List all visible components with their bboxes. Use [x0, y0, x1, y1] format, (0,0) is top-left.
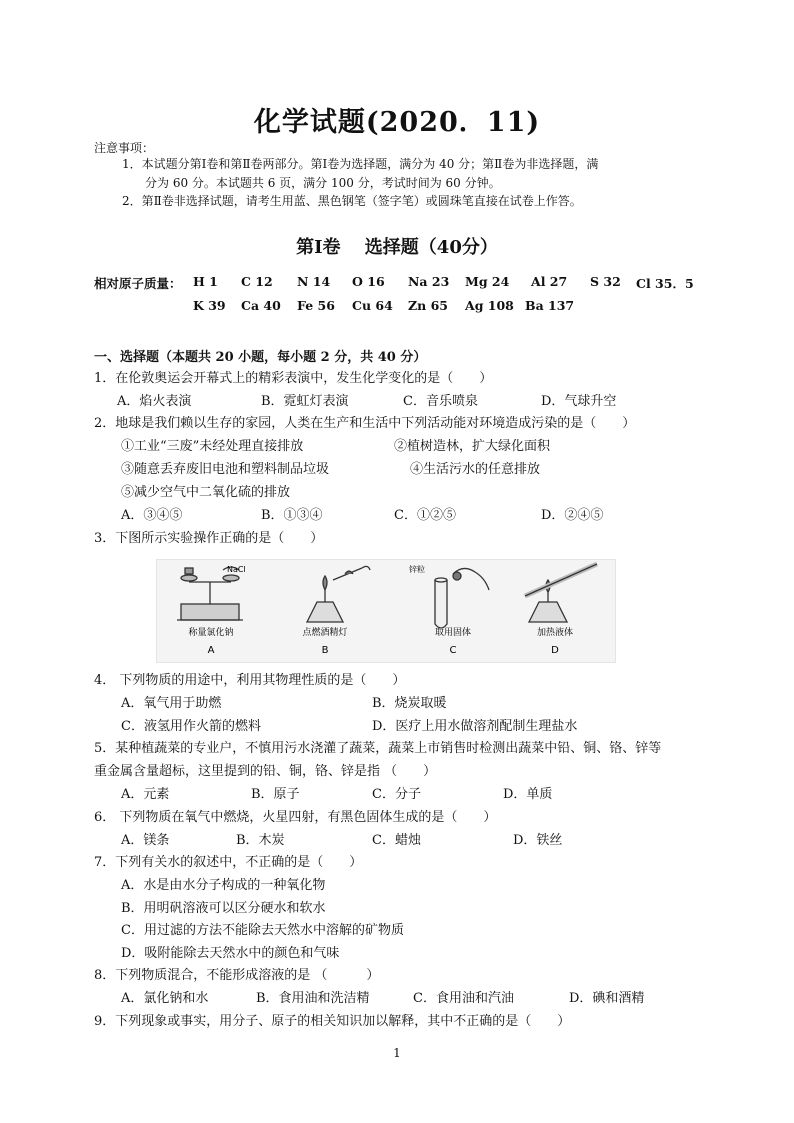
page-title: 化学试题(2020．11): [253, 107, 541, 138]
q2-item-2: ②植树造林，扩大绿化面积: [394, 439, 551, 454]
atomic-mass-zn: Zn 65: [408, 298, 448, 313]
notes-item-1-line-1: 1．本试题分第Ⅰ卷和第Ⅱ卷两部分。第Ⅰ卷为选择题，满分为 40 分；第Ⅱ卷为非选择题，满: [122, 157, 599, 171]
q7-option-d: D．吸附能除去天然水中的颜色和气味: [121, 946, 340, 961]
part1-heading: 一、选择题（本题共 20 小题，每小题 2 分，共 40 分）: [94, 350, 427, 365]
experiment-illustration: [157, 560, 615, 662]
atomic-mass-al: Al 27: [531, 274, 568, 289]
q1-stem: 1．在伦敦奥运会开幕式上的精彩表演中，发生化学变化的是（ ）: [94, 371, 493, 386]
section-title: 第Ⅰ卷 选择题（40分）: [296, 237, 498, 258]
q8-option-a: A．氯化钠和水: [121, 991, 209, 1006]
q7-stem: 7．下列有关水的叙述中，不正确的是（ ）: [94, 855, 363, 870]
atomic-mass-mg: Mg 24: [465, 274, 510, 289]
figure-caption-c: 取用固体: [434, 628, 472, 638]
q4-option-c: C．液氢用作火箭的燃料: [121, 719, 261, 734]
atomic-mass-h: H 1: [193, 274, 218, 289]
page-number: 1: [393, 1046, 401, 1060]
notes-item-2: 2．第Ⅱ卷非选择试题，请考生用蓝、黑色钢笔（签字笔）或圆珠笔直接在试卷上作答。: [122, 194, 582, 208]
q7-option-a: A．水是由水分子构成的一种氧化物: [121, 878, 326, 893]
q5-option-c: C．分子: [372, 787, 421, 802]
q8-option-c: C．食用油和汽油: [413, 991, 514, 1006]
q2-option-a: A．③④⑤: [121, 508, 183, 523]
q2-item-5: ⑤减少空气中二氧化硫的排放: [121, 485, 291, 500]
q6-stem: 6． 下列物质在氧气中燃烧，火星四射，有黑色固体生成的是（ ）: [94, 810, 497, 825]
figure-caption-d: 加热液体: [536, 628, 574, 638]
q6-option-a: A．镁条: [121, 833, 170, 848]
figure-caption-b: 点燃酒精灯: [302, 628, 348, 638]
q5-option-a: A．元素: [121, 787, 170, 802]
q3-experiment-figure: [156, 559, 616, 663]
q2-option-d: D．②④⑤: [541, 508, 604, 523]
q7-option-b: B．用明矾溶液可以区分硬水和软水: [121, 901, 326, 916]
q4-stem: 4． 下列物质的用途中，利用其物理性质的是（ ）: [94, 673, 406, 688]
atomic-mass-cl: Cl 35．5: [636, 276, 694, 291]
atomic-mass-cu: Cu 64: [352, 298, 393, 313]
q2-item-4: ④生活污水的任意排放: [410, 462, 541, 477]
test-tube-icon: [435, 568, 489, 628]
q9-stem: 9．下列现象或事实，用分子、原子的相关知识加以解释，其中不正确的是（ ）: [94, 1014, 571, 1029]
q8-option-d: D．碘和酒精: [569, 991, 645, 1006]
q2-item-3: ③随意丢弃废旧电池和塑料制品垃圾: [121, 462, 330, 477]
q6-option-d: D．铁丝: [513, 833, 563, 848]
figure-caption-a: 称量氯化钠: [188, 628, 234, 638]
q7-option-c: C．用过滤的方法不能除去天然水中溶解的矿物质: [121, 923, 404, 938]
heating-liquid-icon: [525, 564, 597, 622]
atomic-mass-k: K 39: [193, 298, 226, 313]
notes-heading: 注意事项：: [94, 141, 155, 155]
q6-option-b: B．木炭: [236, 833, 285, 848]
q3-stem: 3．下图所示实验操作正确的是（ ）: [94, 531, 324, 546]
q4-option-d: D．医疗上用水做溶剂配制生理盐水: [372, 719, 578, 734]
atomic-mass-fe: Fe 56: [297, 298, 335, 313]
figure-letter-a: A: [207, 645, 215, 656]
figure-tag-zinc: 锌粒: [409, 565, 425, 574]
q2-option-b: B．①③④: [261, 508, 323, 523]
q8-stem: 8．下列物质混合，不能形成溶液的是 （ ）: [94, 968, 380, 983]
q1-option-b: B．霓虹灯表演: [261, 394, 349, 409]
figure-letter-c: C: [449, 645, 457, 656]
q5-stem-line-1: 5．某种植蔬菜的专业户，不慎用污水浇灌了蔬菜，蔬菜上市销售时检测出蔬菜中铅、铜、铬、锌等: [94, 741, 662, 756]
atomic-mass-n: N 14: [297, 274, 331, 289]
q1-option-c: C．音乐喷泉: [403, 394, 478, 409]
atomic-mass-ag: Ag 108: [465, 298, 514, 313]
q1-option-a: A．焰火表演: [117, 394, 192, 409]
atomic-mass-na: Na 23: [408, 274, 450, 289]
q2-stem: 2．地球是我们赖以生存的家园，人类在生产和生活中下列活动能对环境造成污染的是（ ）: [94, 416, 636, 431]
alcohol-lamp-icon: [307, 566, 370, 622]
q5-option-d: D．单质: [503, 787, 553, 802]
q5-stem-line-2: 重金属含量超标，这里提到的铅、铜，铬、锌是指 （ ）: [94, 764, 437, 779]
figure-letter-b: B: [321, 645, 329, 656]
atomic-mass-label: 相对原子质量：: [94, 276, 182, 291]
atomic-mass-c: C 12: [241, 274, 273, 289]
q8-option-b: B．食用油和洗洁精: [256, 991, 370, 1006]
figure-tag-nacl: NaCl: [227, 565, 246, 574]
q2-item-1: ①工业“三废”未经处理直接排放: [121, 439, 304, 454]
q2-option-c: C．①②⑤: [394, 508, 456, 523]
notes-item-1-line-2: 分为 60 分。本试题共 6 页，满分 100 分，考试时间为 60 分钟。: [145, 176, 501, 190]
q6-option-c: C．蜡烛: [372, 833, 421, 848]
figure-letter-d: D: [551, 645, 559, 656]
q4-option-b: B．烧炭取暖: [372, 696, 447, 711]
q4-option-a: A．氧气用于助燃: [121, 696, 222, 711]
atomic-mass-o: O 16: [352, 274, 385, 289]
q5-option-b: B．原子: [251, 787, 300, 802]
balance-icon: [177, 567, 243, 620]
atomic-mass-ba: Ba 137: [525, 298, 575, 313]
atomic-mass-s: S 32: [590, 274, 621, 289]
q1-option-d: D．气球升空: [541, 394, 617, 409]
atomic-mass-ca: Ca 40: [241, 298, 281, 313]
